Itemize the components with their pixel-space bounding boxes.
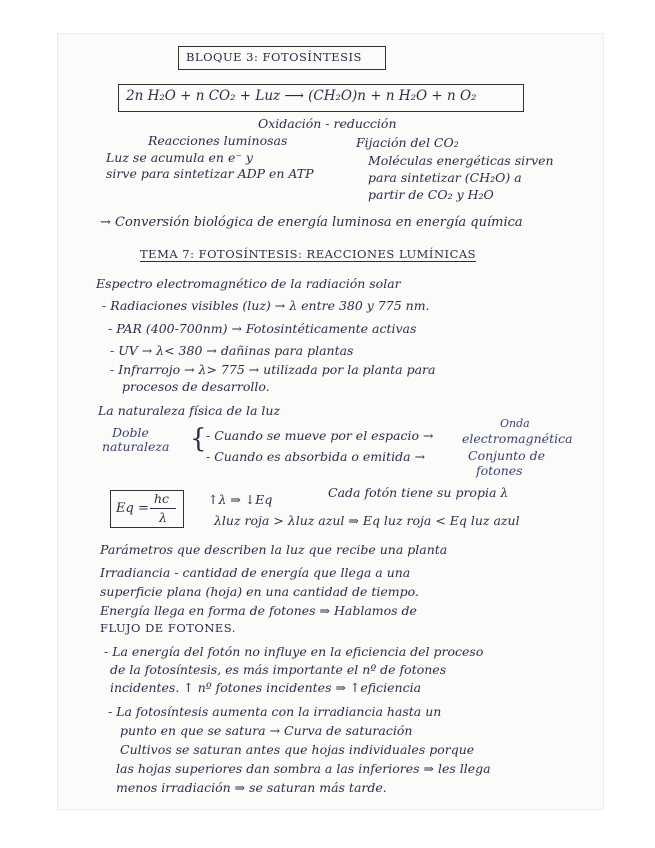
photon-flux-line: FLUJO DE FOTONES. <box>100 621 236 635</box>
light-reactions-desc-1: Luz se acumula en e⁻ y <box>106 150 253 165</box>
energy-line-2: de la fotosíntesis, es más importante el nº de fotones <box>110 662 447 677</box>
light-reactions-label: Reacciones luminosas <box>148 133 288 148</box>
co2-desc-2: para sintetizar (CH₂O) a <box>368 170 522 185</box>
each-photon-line: Cada fotón tiene su propia λ <box>328 485 509 500</box>
saturation-line-3: Cultivos se saturan antes que hojas individuales porque <box>120 742 475 757</box>
formula-numerator: hc <box>154 491 170 506</box>
photons-label-1: Conjunto de <box>468 448 546 463</box>
uv-line: - UV → λ< 380 → dañinas para plantas <box>110 343 354 358</box>
light-reactions-desc-2: sirve para sintetizar ADP en ATP <box>106 166 314 181</box>
photons-label-2: fotones <box>476 463 523 478</box>
energy-line-1: - La energía del fotón no influye en la eficiencia del proceso <box>104 644 484 659</box>
irradiance-line-3: Energía llega en forma de fotones ⇒ Hablamos de <box>100 603 417 618</box>
ir-line-2: procesos de desarrollo. <box>122 379 270 394</box>
co2-fixation-label: Fijación del CO₂ <box>356 135 459 150</box>
page-title: BLOQUE 3: FOTOSÍNTESIS <box>186 50 362 64</box>
photosynthesis-equation: 2n H₂O + n CO₂ + Luz ⟶ (CH₂O)n + n H₂O + n O₂ <box>126 88 477 104</box>
saturation-line-4: las hojas superiores dan sombra a las inferiores ⇒ les llega <box>116 761 491 776</box>
nature-line: La naturaleza física de la luz <box>98 403 281 418</box>
wave-label-1: Onda <box>500 417 530 430</box>
energy-line-3: incidentes. ↑ nº fotones incidentes ⇒ ↑eficiencia <box>110 680 422 695</box>
saturation-line-5: menos irradiación ⇒ se saturan más tarde. <box>116 780 387 795</box>
topic-title: TEMA 7: FOTOSÍNTESIS: REACCIONES LUMÍNICAS <box>140 247 477 261</box>
dual-nature-1: Doble <box>112 425 149 440</box>
formula-denominator: λ <box>159 510 167 525</box>
wave-label-2: electromagnética <box>462 431 573 446</box>
fraction-bar <box>150 508 176 509</box>
red-blue-line: λluz roja > λluz azul ⇒ Eq luz roja < Eq luz azul <box>214 513 520 528</box>
saturation-line-2: punto en que se satura → Curva de saturación <box>120 723 413 738</box>
inverse-relation: ↑λ ⇒ ↓Eq <box>208 492 273 507</box>
spectrum-line: Espectro electromagnético de la radiación solar <box>96 276 401 291</box>
redox-label: Oxidación - reducción <box>258 116 397 131</box>
saturation-line-1: - La fotosíntesis aumenta con la irradiancia hasta un <box>108 704 442 719</box>
visible-line: - Radiaciones visibles (luz) → λ entre 380 y 775 nm. <box>102 298 430 313</box>
co2-desc-3: partir de CO₂ y H₂O <box>368 187 494 202</box>
co2-desc-1: Moléculas energéticas sirven <box>368 153 554 168</box>
ir-line-1: - Infrarrojo → λ> 775 → utilizada por la planta para <box>110 362 436 377</box>
par-line: - PAR (400-700nm) → Fotosintéticamente activas <box>108 321 417 336</box>
notebook-page <box>58 34 603 809</box>
dual-nature-2: naturaleza <box>102 439 170 454</box>
moves-line: - Cuando se mueve por el espacio → <box>206 428 434 443</box>
brace-icon: { <box>190 424 207 454</box>
irradiance-line-2: superficie plana (hoja) en una cantidad de tiempo. <box>100 584 419 599</box>
conversion-note: → Conversión biológica de energía luminosa en energía química <box>100 215 523 230</box>
irradiance-line-1: Irradiancia - cantidad de energía que llega a una <box>100 565 411 580</box>
params-title: Parámetros que describen la luz que recibe una planta <box>100 542 448 557</box>
absorbed-line: - Cuando es absorbida o emitida → <box>206 449 426 464</box>
formula-left: Eq = <box>116 501 149 516</box>
